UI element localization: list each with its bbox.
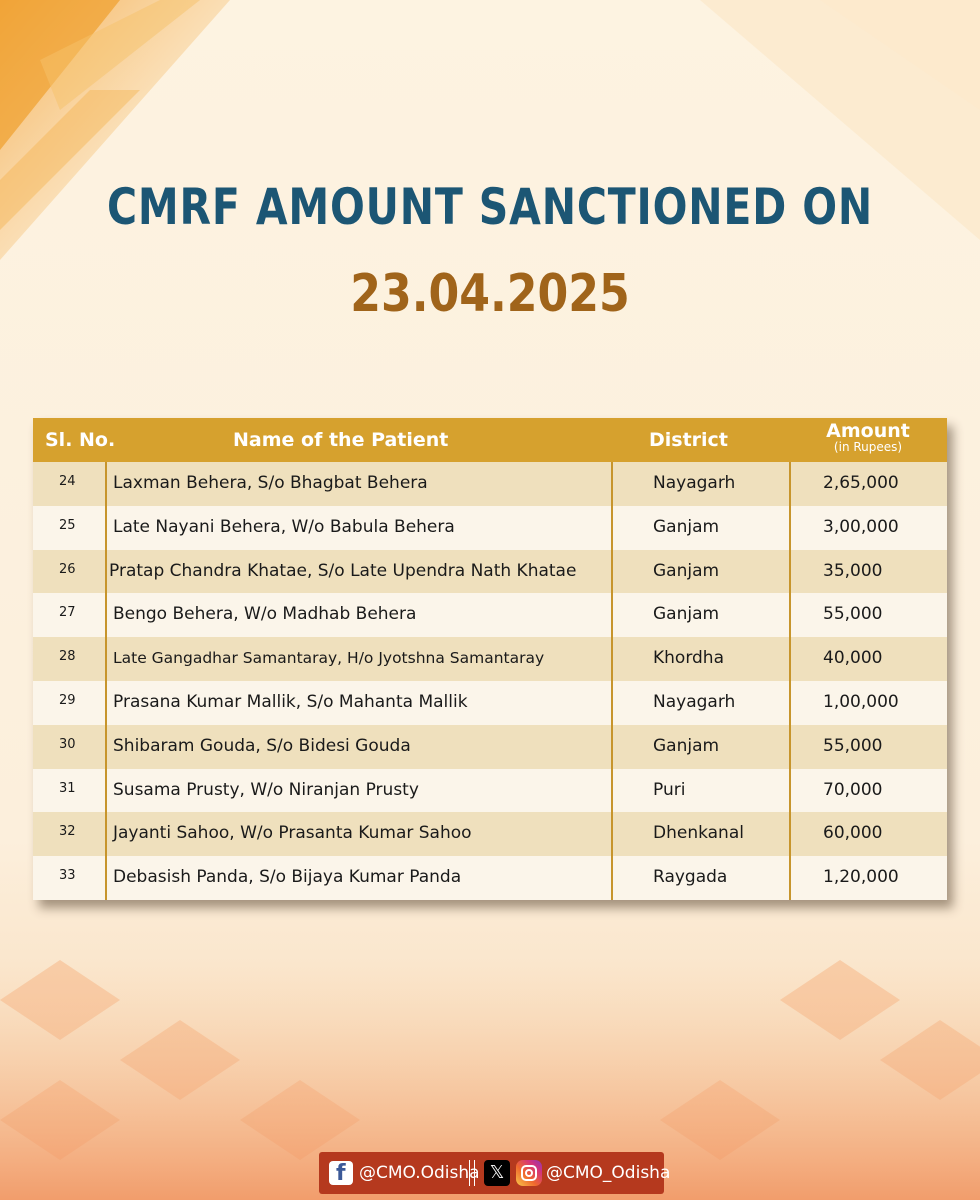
header-district: District [649,429,728,451]
cell-district: Puri [653,779,686,800]
instagram-icon-lens [525,1169,533,1177]
table-row [33,593,947,637]
table-row [33,856,947,900]
x-instagram-handle[interactable]: @CMO_Odisha [546,1163,671,1183]
cell-sl: 24 [59,474,76,489]
cell-name: Debasish Panda, S/o Bijaya Kumar Panda [113,867,462,888]
cell-amount: 70,000 [823,779,883,800]
cell-district: Nayagarh [653,692,736,712]
cell-district: Raygada [653,867,728,888]
table-row [33,812,947,856]
cell-amount: 2,65,000 [823,473,899,493]
table-row [33,725,947,769]
cell-name: Susama Prusty, W/o Niranjan Prusty [113,779,419,800]
cell-district: Ganjam [653,735,720,756]
social-handles-bar [319,1152,671,1194]
cell-sl: 28 [59,649,76,665]
column-divider [105,462,107,900]
cell-district: Dhenkanal [653,823,744,844]
cell-amount: 60,000 [823,823,883,844]
header-amount-unit: (in Rupees) [833,440,903,454]
cell-amount: 1,20,000 [823,867,899,888]
header-patient-name: Name of the Patient [233,429,449,451]
cell-sl: 27 [59,605,76,621]
cell-name: Pratap Chandra Khatae, S/o Late Upendra Nath Khatae [109,560,577,581]
cell-name: Late Gangadhar Samantaray, H/o Jyotshna Samantaray [113,649,545,668]
cell-name: Laxman Behera, S/o Bhagbat Behera [113,473,428,493]
cell-name: Late Nayani Behera, W/o Babula Behera [113,516,455,537]
table-header [33,418,947,462]
header-amount-label: Amount [826,420,910,442]
header-sl-no: Sl. No. [45,429,116,451]
cell-district: Nayagarh [653,473,736,493]
cell-name: Jayanti Sahoo, W/o Prasanta Kumar Sahoo [113,823,472,844]
facebook-icon[interactable] [329,1161,353,1185]
cell-sl: 25 [59,517,76,533]
cell-amount: 55,000 [823,604,883,625]
separator [469,1160,475,1186]
cell-sl: 33 [59,868,76,884]
cell-sl: 26 [59,561,76,577]
cell-district: Ganjam [653,516,720,537]
cell-district: Khordha [653,648,724,669]
table-row [33,550,947,594]
cell-name: Shibaram Gouda, S/o Bidesi Gouda [113,735,411,756]
cell-amount: 40,000 [823,648,883,669]
instagram-icon[interactable] [516,1160,542,1186]
cell-amount: 55,000 [823,735,883,756]
table-row [33,637,947,681]
cell-district: Ganjam [653,604,720,625]
cell-name: Prasana Kumar Mallik, S/o Mahanta Mallik [113,692,468,712]
cell-sl: 30 [59,736,76,752]
column-divider [789,462,791,900]
cell-amount: 35,000 [823,560,883,581]
cell-sl: 32 [59,824,76,840]
header-amount [813,420,923,464]
cell-amount: 3,00,000 [823,516,899,537]
x-icon[interactable]: 𝕏 [484,1160,510,1186]
cell-district: Ganjam [653,560,720,581]
table-row [33,462,947,506]
cell-amount: 1,00,000 [823,692,899,712]
cmrf-table [33,418,947,900]
table-row [33,769,947,813]
column-divider [611,462,613,900]
cell-sl: 29 [59,693,76,708]
cell-name: Bengo Behera, W/o Madhab Behera [113,604,417,625]
page-title: CMRF AMOUNT SANCTIONED ON [106,178,874,236]
sanction-date: 23.04.2025 [350,264,630,324]
table-row [33,681,947,725]
cell-sl: 31 [59,780,76,796]
table-row [33,506,947,550]
facebook-handle[interactable]: @CMO.Odisha [359,1163,480,1183]
